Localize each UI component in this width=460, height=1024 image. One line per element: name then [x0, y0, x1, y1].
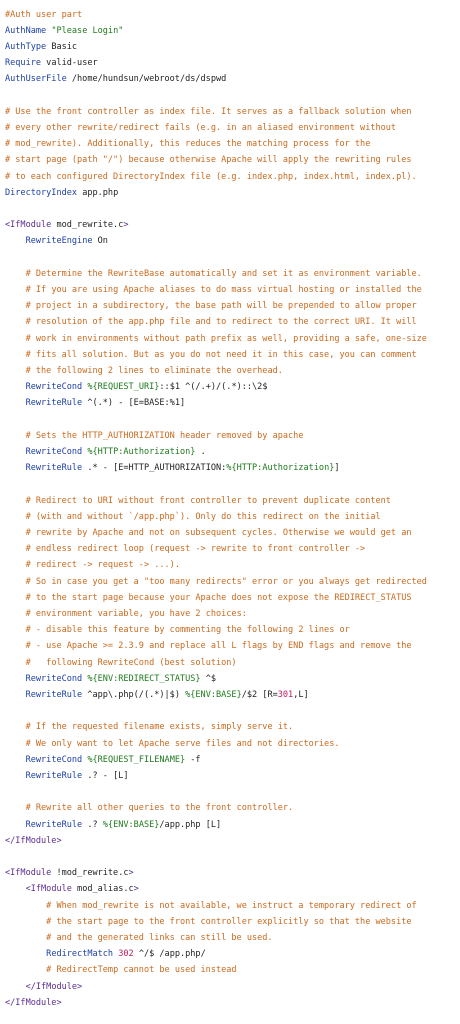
code-comment: # If the requested filename exists, simply serve it. — [25, 722, 294, 733]
code-text: .? — [82, 819, 103, 830]
code-text — [5, 463, 26, 473]
code-tag: <IfModule — [25, 884, 72, 895]
code-text: /app.php [L] — [159, 819, 222, 830]
code-directive: RewriteEngine — [25, 236, 93, 247]
code-line — [5, 397, 185, 410]
code-tag: </IfModule> — [25, 981, 83, 992]
code-comment: # following RewriteCond (best solution) — [25, 657, 237, 668]
code-text — [5, 496, 26, 506]
code-variable: %{ENV:REDIRECT_STATUS} — [87, 673, 201, 684]
code-text: ,L] — [293, 689, 309, 700]
code-text: app.php — [77, 187, 119, 198]
code-line — [5, 738, 339, 751]
code-text — [5, 674, 26, 684]
code-text — [5, 398, 26, 408]
code-comment: # to the start page because your Apache does not expose the REDIRECT_STATUS — [25, 592, 412, 603]
code-directive: AuthType — [5, 41, 47, 52]
code-comment: # When mod_rewrite is not available, we instruct a temporary redirect of — [46, 900, 417, 911]
code-text — [5, 690, 26, 700]
code-text — [5, 901, 46, 911]
code-line — [5, 316, 417, 329]
code-text: !mod_rewrite.c — [51, 868, 129, 879]
code-tag: > — [128, 868, 134, 879]
code-text: ::$1 ^(/.+)/(.*)::\2$ — [159, 382, 268, 393]
code-line — [5, 964, 237, 977]
code-line — [5, 122, 396, 135]
code-directive: AuthName — [5, 25, 47, 36]
code-comment: # every other rewrite/redirect fails (e.g. in an aliased environment without — [5, 122, 397, 133]
code-line — [5, 381, 267, 394]
code-text — [5, 755, 26, 765]
code-line — [5, 932, 273, 945]
code-text — [5, 236, 26, 246]
code-comment: # RedirectTemp cannot be used instead — [46, 965, 237, 976]
code-tag: </IfModule> — [5, 835, 62, 846]
code-line — [5, 349, 417, 362]
code-comment: # (with and without `/app.php`). Only do this redirect on the initial — [25, 511, 381, 522]
code-text — [5, 593, 26, 603]
code-text: valid-user — [41, 58, 98, 69]
code-variable: %{ENV:BASE} — [185, 689, 242, 700]
code-text: ^$ — [200, 673, 217, 684]
code-line — [5, 268, 422, 281]
code-comment: # mod_rewrite). Additionally, this reduces the matching process for the — [5, 139, 371, 150]
code-tag: <IfModule — [5, 220, 52, 231]
code-line — [5, 106, 412, 119]
code-comment: # fits all solution. But as you do not need it in this case, you can comment — [25, 349, 417, 360]
code-line — [5, 25, 123, 38]
code-comment: # work in environments without path prefix as well, providing a safe, one-size — [25, 333, 427, 344]
code-comment: # rewrite by Apache and not on subsequent cycles. Otherwise we would get an — [25, 527, 412, 538]
code-text — [5, 382, 26, 392]
code-line — [5, 73, 226, 86]
code-line — [5, 187, 118, 200]
code-string: "Please Login" — [51, 25, 124, 36]
code-text — [5, 949, 46, 959]
code-line — [5, 657, 237, 670]
code-tag: > — [123, 220, 129, 231]
code-directive: RewriteCond — [25, 754, 83, 765]
code-line — [5, 640, 412, 653]
code-text — [5, 820, 26, 830]
code-text — [5, 350, 26, 360]
code-text — [5, 982, 26, 992]
code-tag: <IfModule — [5, 868, 52, 879]
code-comment: # resolution of the app.php file and to redirect to the correct URI. It will — [25, 317, 417, 328]
code-comment: # Determine the RewriteBase automatically and set it as environment variable. — [25, 268, 422, 279]
code-text — [5, 917, 46, 927]
code-text: On — [92, 236, 108, 247]
code-text: -f — [185, 754, 201, 765]
code-text: ^(.*) - [E=BASE:%1] — [82, 398, 186, 409]
code-line — [5, 900, 417, 913]
code-line — [5, 721, 293, 734]
code-line — [5, 835, 62, 848]
code-directive: RewriteCond — [25, 673, 83, 684]
code-line — [5, 462, 340, 475]
code-line — [5, 883, 139, 896]
code-line — [5, 9, 82, 22]
code-line — [5, 543, 365, 556]
code-comment: # to each configured DirectoryIndex file (e.g. index.php, index.html, index.pl). — [5, 171, 417, 182]
code-variable: %{REQUEST_URI} — [87, 382, 160, 393]
code-tag: > — [133, 884, 139, 895]
code-comment: # Sets the HTTP_AUTHORIZATION header removed by apache — [25, 430, 304, 441]
code-text: ] — [334, 463, 340, 474]
code-comment: # project in a subdirectory, the base path will be prepended to allow proper — [25, 301, 417, 312]
code-line — [5, 770, 129, 783]
code-text: /$2 [R= — [241, 689, 278, 700]
code-text: Basic — [46, 41, 78, 52]
code-text — [5, 512, 26, 522]
code-text — [5, 722, 26, 732]
code-text — [5, 641, 26, 651]
code-comment: # We only want to let Apache serve files and not directories. — [25, 738, 340, 749]
code-line — [5, 576, 427, 589]
code-text — [5, 739, 26, 749]
code-text — [5, 577, 26, 587]
code-line — [5, 154, 412, 167]
code-directive: DirectoryIndex — [5, 187, 78, 198]
code-text — [5, 965, 46, 975]
code-line — [5, 365, 283, 378]
code-comment: # If you are using Apache aliases to do mass virtual hosting or installed the — [25, 284, 422, 295]
code-line — [5, 754, 201, 767]
code-text — [5, 447, 26, 457]
code-directive: RewriteCond — [25, 446, 83, 457]
code-text — [5, 544, 26, 554]
code-text — [5, 771, 26, 781]
code-directive: RewriteRule — [25, 689, 83, 700]
code-line — [5, 138, 370, 151]
code-comment: # and the generated links can still be used. — [46, 932, 273, 943]
code-variable: %{HTTP:Authorization} — [226, 463, 335, 474]
code-directive: Require — [5, 58, 42, 69]
code-text — [5, 609, 26, 619]
code-line — [5, 819, 221, 832]
code-comment: # - disable this feature by commenting the following 2 lines or — [25, 625, 350, 636]
code-directive: RewriteRule — [25, 463, 83, 474]
code-line — [5, 495, 391, 508]
code-line — [5, 300, 417, 313]
code-line — [5, 219, 129, 232]
code-text: . — [195, 446, 206, 457]
code-line — [5, 284, 422, 297]
code-line — [5, 624, 350, 637]
code-line — [5, 948, 206, 961]
code-line — [5, 171, 417, 184]
code-line — [5, 559, 180, 572]
code-text — [5, 317, 26, 327]
code-line — [5, 430, 303, 443]
code-tag: </IfModule> — [5, 997, 62, 1008]
code-line — [5, 608, 247, 621]
code-line — [5, 57, 98, 70]
code-text — [5, 334, 26, 344]
code-line — [5, 802, 293, 815]
code-text — [5, 560, 26, 570]
code-line — [5, 41, 77, 54]
code-directive: RewriteRule — [25, 398, 83, 409]
code-variable: %{HTTP:Authorization} — [87, 446, 196, 457]
code-text: ^/$ /app.php/ — [133, 949, 206, 960]
code-variable: %{REQUEST_FILENAME} — [87, 754, 186, 765]
code-comment: # - use Apache >= 2.3.9 and replace all L flags by END flags and remove the — [25, 641, 412, 652]
code-text: .? - [L] — [82, 770, 129, 781]
code-comment: # endless redirect loop (request -> rewrite to front controller -> — [25, 544, 366, 555]
code-variable: %{ENV:BASE} — [102, 819, 160, 830]
code-directive: RewriteCond — [25, 382, 83, 393]
code-text — [5, 366, 26, 376]
code-comment: # the following 2 lines to eliminate the overhead. — [25, 365, 283, 376]
code-line — [5, 689, 309, 702]
code-text: /home/hundsun/webroot/ds/dspwd — [66, 74, 227, 85]
code-text — [5, 285, 26, 295]
code-line — [5, 592, 412, 605]
code-line — [5, 446, 206, 459]
code-text — [5, 528, 26, 538]
code-number: 302 — [118, 949, 134, 960]
code-line — [5, 673, 216, 686]
code-comment: # the start page to the front controller explicitly so that the website — [46, 916, 412, 927]
code-number: 301 — [277, 689, 294, 700]
code-line — [5, 997, 62, 1010]
code-line — [5, 867, 134, 880]
code-line — [5, 916, 412, 929]
code-text — [5, 884, 26, 894]
code-comment: # start page (path "/") because otherwise Apache will apply the rewriting rules — [5, 155, 412, 166]
code-line — [5, 333, 427, 346]
code-text: mod_rewrite.c — [51, 220, 124, 231]
code-text — [5, 301, 26, 311]
code-text — [5, 431, 26, 441]
code-text — [5, 803, 26, 813]
code-directive: RedirectMatch — [46, 949, 114, 960]
code-text — [5, 658, 26, 668]
code-text: ^app\.php(/(.*)|$) — [82, 689, 186, 700]
code-text — [5, 625, 26, 635]
code-comment: # Rewrite all other queries to the front controller. — [25, 803, 294, 814]
code-line — [5, 235, 108, 248]
code-directive: RewriteRule — [25, 819, 83, 830]
code-directive: RewriteRule — [25, 770, 83, 781]
code-comment: # So in case you get a "too many redirects" error or you always get redirected — [25, 576, 427, 587]
code-text — [5, 933, 46, 943]
code-comment: # Use the front controller as index file. It serves as a fallback solution when — [5, 106, 412, 117]
code-comment: #Auth user part — [5, 9, 83, 20]
code-line — [5, 981, 82, 994]
code-text: .* - [E=HTTP_AUTHORIZATION: — [82, 463, 227, 474]
code-comment: # environment variable, you have 2 choices: — [25, 608, 247, 619]
code-comment: # Redirect to URI without front controller to prevent duplicate content — [25, 495, 391, 506]
code-line — [5, 527, 412, 540]
code-directive: AuthUserFile — [5, 74, 67, 85]
code-comment: # redirect -> request -> ...). — [25, 560, 180, 571]
code-text — [5, 269, 26, 279]
code-text: mod_alias.c — [71, 884, 134, 895]
code-line — [5, 511, 381, 524]
